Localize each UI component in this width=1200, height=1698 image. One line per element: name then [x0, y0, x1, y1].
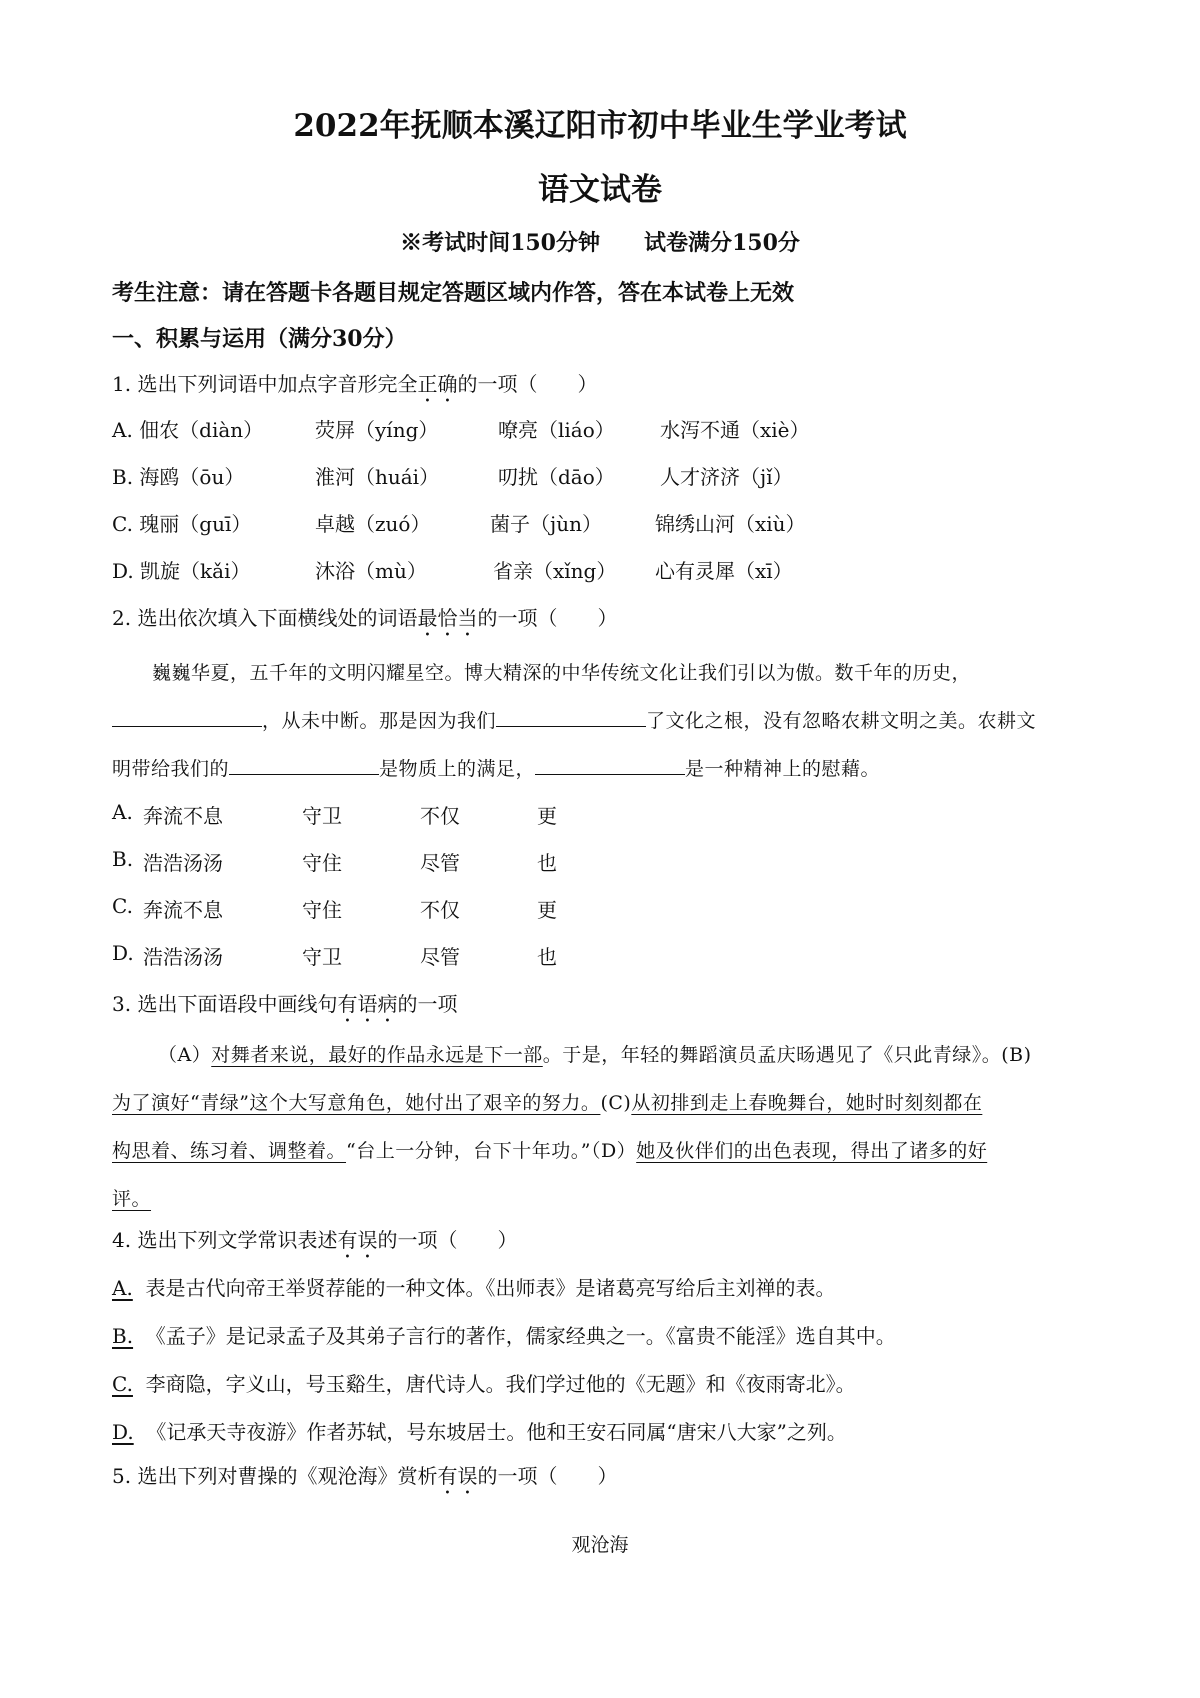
section-1-title: 一、积累与运用（满分30分） — [112, 326, 407, 352]
q1-option-a-4: 水泻不通（xiè） — [660, 418, 810, 442]
q1-option-c-1: C. 瑰丽（guī） — [112, 512, 252, 536]
q1-option-b-4: 人才济济（jǐ） — [660, 465, 793, 489]
blank-1 — [112, 708, 262, 727]
q1-option-a-1: A. 佃农（diàn） — [112, 418, 264, 442]
q2-option-b-3: 尽管 — [420, 851, 460, 875]
q4-option-a: A. 表是古代向帝王举贤荐能的一种文体。《出师表》是诸葛亮写给后主刘禅的表。 — [112, 1276, 836, 1300]
q1-option-d-2: 沐浴（mù） — [315, 559, 427, 583]
q1-option-c-4: 锦绣山河（xiù） — [655, 512, 806, 536]
q3-passage-line-4 — [112, 1184, 151, 1211]
q2-option-b-label: B. — [112, 847, 134, 871]
q3-passage-line-1: （A）对舞者来说，最好的作品永远是下一部。于是，年轻的舞蹈演员孟庆旸遇见了《只此青绿》。(B) — [158, 1044, 1032, 1066]
exam-subject-title: 语文试卷 — [538, 172, 662, 208]
q2-option-c-1: 奔流不息 — [143, 898, 223, 922]
q2-option-a-4: 更 — [537, 804, 557, 828]
question-2-stem: 2. 选出依次填入下面横线处的词语最恰当的一项（ ） — [112, 606, 618, 630]
q1-option-d-3: 省亲（xǐng） — [493, 559, 617, 583]
question-1-stem: 1. 选出下列词语中加点字音形完全正确的一项（ ） — [112, 372, 598, 396]
underlined-sentence-c-part2: 构思着、练习着、调整着。 — [112, 1140, 347, 1162]
question-3-stem: 3. 选出下面语段中画线句有语病的一项 — [112, 992, 458, 1016]
q3-passage-line-2: 为了演好“青绿”这个大写意角色，她付出了艰辛的努力。(C)从初排到走上春晚舞台，她时时刻刻都在 — [112, 1092, 983, 1114]
q1-option-a-3: 嘹亮（liáo） — [498, 418, 615, 442]
underlined-sentence-b: 为了演好“青绿”这个大写意角色，她付出了艰辛的努力。 — [112, 1092, 601, 1114]
q1-option-b-3: 叨扰（dāo） — [498, 465, 615, 489]
q3-passage-line-3: 构思着、练习着、调整着。“台上一分钟，台下十年功。”（D）她及伙伴们的出色表现，得出了诸多的好 — [112, 1140, 988, 1162]
q4-option-c: C. 李商隐，字义山，号玉谿生，唐代诗人。我们学过他的《无题》和《夜雨寄北》。 — [112, 1372, 856, 1396]
question-4-stem: 4. 选出下列文学常识表述有误的一项（ ） — [112, 1228, 518, 1252]
q1-option-c-2: 卓越（zuó） — [315, 512, 431, 536]
q2-option-d-label: D. — [112, 941, 134, 965]
q2-passage-line-2: ，从未中断。那是因为我们 了文化之根，没有忽略农耕文明之美。农耕文 — [112, 706, 1036, 733]
q2-option-d-2: 守卫 — [302, 945, 342, 969]
q2-option-d-3: 尽管 — [420, 945, 460, 969]
q2-option-a-3: 不仅 — [420, 804, 460, 828]
q1-option-d-4: 心有灵犀（xī） — [655, 559, 793, 583]
q1-option-c-3: 菌子（jùn） — [490, 512, 602, 536]
q1-option-b-1: B. 海鸥（ōu） — [112, 465, 245, 489]
q2-option-a-1: 奔流不息 — [143, 804, 223, 828]
question-5-stem: 5. 选出下列对曹操的《观沧海》赏析有误的一项（ ） — [112, 1464, 618, 1488]
underlined-sentence-c-part1: 从初排到走上春晚舞台，她时时刻刻都在 — [631, 1092, 983, 1114]
q2-option-c-4: 更 — [537, 898, 557, 922]
q2-passage-line-1: 巍巍华夏，五千年的文明闪耀星空。博大精深的中华传统文化让我们引以为傲。数千年的历史， — [152, 662, 972, 684]
q2-option-c-label: C. — [112, 894, 133, 918]
blank-2 — [496, 708, 646, 727]
q2-passage-line-3: 明带给我们的 是物质上的满足， 是一种精神上的慰藉。 — [112, 758, 881, 780]
q1-option-b-2: 淮河（huái） — [315, 465, 440, 489]
q4-option-d: D. 《记承天寺夜游》作者苏轼，号东坡居士。他和王安石同属“唐宋八大家”之列。 — [112, 1420, 847, 1444]
poem-title: 观沧海 — [571, 1534, 629, 1556]
q2-option-d-4: 也 — [537, 945, 557, 969]
blank-3 — [229, 756, 379, 775]
q2-option-a-label: A. — [112, 800, 133, 824]
q4-option-b: B. 《孟子》是记录孟子及其弟子言行的著作，儒家经典之一。《富贵不能淫》选自其中。 — [112, 1324, 896, 1348]
q2-option-c-3: 不仅 — [420, 898, 460, 922]
q2-option-c-2: 守住 — [302, 898, 342, 922]
underlined-sentence-d-part2: 评。 — [112, 1188, 152, 1210]
exam-notice: 考生注意：请在答题卡各题目规定答题区域内作答，答在本试卷上无效 — [112, 280, 795, 306]
q2-option-b-1: 浩浩汤汤 — [143, 851, 223, 875]
exam-info: ※考试时间150分钟 试卷满分150分 — [400, 230, 800, 256]
q1-option-a-2: 荧屏（yíng） — [315, 418, 439, 442]
underlined-sentence-d-part1: 她及伙伴们的出色表现，得出了诸多的好 — [636, 1140, 988, 1162]
blank-4 — [535, 756, 685, 775]
exam-title: 2022年抚顺本溪辽阳市初中毕业生学业考试 — [293, 108, 907, 144]
q2-option-a-2: 守卫 — [302, 804, 342, 828]
underlined-sentence-a: 对舞者来说，最好的作品永远是下一部 — [211, 1044, 543, 1066]
q2-option-d-1: 浩浩汤汤 — [143, 945, 223, 969]
q1-option-d-1: D. 凯旋（kǎi） — [112, 559, 251, 583]
q2-option-b-2: 守住 — [302, 851, 342, 875]
q2-option-b-4: 也 — [537, 851, 557, 875]
